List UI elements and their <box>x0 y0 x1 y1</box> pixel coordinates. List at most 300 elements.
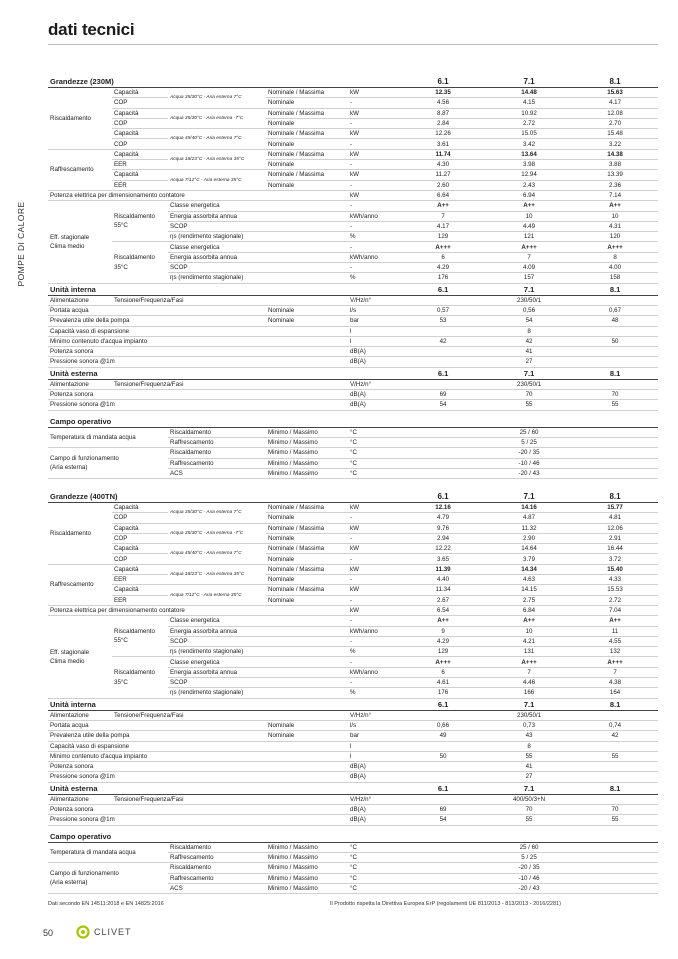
value-cell: 4.17 <box>400 221 486 231</box>
value-cell: 6 <box>400 667 486 677</box>
test-condition: Acqua 35/30°C - Aria esterna 7°C <box>168 88 266 109</box>
value-cell: -20 / 43 <box>400 883 658 893</box>
section-header-row <box>48 782 658 794</box>
row-unit: - <box>348 657 400 667</box>
value-cell: 4.56 <box>400 98 486 108</box>
value-cell: 55 <box>486 400 572 410</box>
table-row <box>48 595 658 605</box>
value-cell: 4.09 <box>486 263 572 273</box>
value-cell: 14.34 <box>486 564 572 574</box>
value-cell: A++ <box>486 616 572 626</box>
value-cell: A++ <box>400 201 486 211</box>
value-cell: -20 / 43 <box>400 468 658 478</box>
row-qualifier: Minimo / Massimo <box>266 437 348 447</box>
value-cell: 3.98 <box>486 160 572 170</box>
value-cell: 70 <box>572 390 658 400</box>
row-label: Capacità vaso di espansione <box>48 326 348 336</box>
row-label: COP <box>112 139 168 149</box>
row-unit: kW <box>348 149 400 159</box>
row-label: Energia assorbita annua <box>168 211 348 221</box>
row-qualifier: Nominale / Massima <box>266 170 348 180</box>
row-qualifier: Nominale / Massima <box>266 564 348 574</box>
value-cell: 13.64 <box>486 149 572 159</box>
row-unit: °C <box>348 427 400 437</box>
row-subgroup-label-line: 35°C <box>114 678 128 686</box>
table-header: Grandezze (230M) <box>48 76 400 88</box>
value-cell: A++ <box>486 201 572 211</box>
value-cell: 2.75 <box>486 595 572 605</box>
row-qualifier: Nominale <box>266 731 348 741</box>
value-cell: 4.21 <box>486 636 572 646</box>
value-cell: 48 <box>572 316 658 326</box>
value-cell: A++ <box>572 616 658 626</box>
table-row <box>48 118 658 128</box>
value-cell: 8 <box>400 741 658 751</box>
value-cell: 2.72 <box>486 118 572 128</box>
row-unit: dB(A) <box>348 390 400 400</box>
row-label: Capacità <box>112 585 168 595</box>
value-cell: 7 <box>572 667 658 677</box>
value-cell: 9.76 <box>400 523 486 533</box>
value-cell: 14.48 <box>486 88 572 98</box>
row-label: Minimo contenuto d'acqua impianto <box>48 336 348 346</box>
section-title: Unità interna <box>48 283 400 295</box>
value-cell: 4.30 <box>400 160 486 170</box>
model-header: 6.1 <box>400 782 486 794</box>
row-unit: - <box>348 513 400 523</box>
row-label: Alimentazione <box>48 295 112 305</box>
row-label: SCOP <box>168 678 348 688</box>
row-label: COP <box>112 98 168 108</box>
value-cell: 42 <box>486 336 572 346</box>
value-cell: 3.61 <box>400 139 486 149</box>
row-label: Capacità <box>112 129 168 139</box>
value-cell: 2.36 <box>572 180 658 190</box>
value-cell: 4.31 <box>572 221 658 231</box>
row-label: Potenza elettrica per dimensionamento contatore <box>48 605 348 615</box>
section-header-row <box>48 698 658 710</box>
value-cell: 49 <box>400 731 486 741</box>
value-cell: 42 <box>572 731 658 741</box>
value-cell: 3.79 <box>486 554 572 564</box>
value-cell: 13.39 <box>572 170 658 180</box>
row-unit: dB(A) <box>348 772 400 782</box>
row-group-label <box>48 448 168 479</box>
value-cell: 11.74 <box>400 149 486 159</box>
value-cell: 7 <box>400 211 486 221</box>
row-unit: % <box>348 273 400 283</box>
row-label: Capacità <box>112 170 168 180</box>
footnote-erp: Il Prodotto rispetta la Direttiva Europea ErP (regolamenti UE 811/2013 - 813/2013 - 2016/2281) <box>330 901 561 907</box>
model-header: 6.1 <box>400 283 486 295</box>
value-cell: 12.35 <box>400 88 486 98</box>
value-cell: 4.49 <box>486 221 572 231</box>
value-cell: 4.63 <box>486 575 572 585</box>
row-unit: V/Hz/n° <box>348 379 400 389</box>
row-qualifier: Nominale / Massima <box>266 129 348 139</box>
value-cell: 14.16 <box>486 503 572 513</box>
row-label: Capacità <box>112 523 168 533</box>
table-row <box>48 794 658 804</box>
row-unit: - <box>348 118 400 128</box>
value-cell: 53 <box>400 316 486 326</box>
row-unit: % <box>348 647 400 657</box>
row-label: Potenza sonora <box>48 390 348 400</box>
table-row <box>48 242 658 252</box>
row-unit: kW <box>348 129 400 139</box>
row-label: Riscaldamento <box>168 448 266 458</box>
row-unit: bar <box>348 316 400 326</box>
row-group-label: Riscaldamento <box>48 503 112 565</box>
value-cell: 4.29 <box>400 263 486 273</box>
table-row <box>48 180 658 190</box>
row-label: SCOP <box>168 221 348 231</box>
value-cell: 6 <box>400 252 486 262</box>
value-cell: 10.92 <box>486 108 572 118</box>
value-cell: 50 <box>572 336 658 346</box>
row-unit: °C <box>348 842 400 852</box>
value-cell: 129 <box>400 647 486 657</box>
value-cell: A++ <box>400 616 486 626</box>
row-label: ηs (rendimento stagionale) <box>168 232 348 242</box>
table-row <box>48 762 658 772</box>
value-cell: 6.84 <box>486 605 572 615</box>
row-qualifier: Nominale <box>266 180 348 190</box>
row-qualifier: Minimo / Massimo <box>266 468 348 478</box>
value-cell: 4.29 <box>400 636 486 646</box>
value-cell: 129 <box>400 232 486 242</box>
row-qualifier: Nominale / Massima <box>266 544 348 554</box>
value-cell: 6.94 <box>486 190 572 200</box>
row-unit: - <box>348 678 400 688</box>
row-label: Capacità <box>112 108 168 118</box>
row-group-label: Riscaldamento <box>48 88 112 150</box>
row-label: Raffrescamento <box>168 873 266 883</box>
table-row <box>48 523 658 533</box>
value-cell: 5 / 25 <box>400 437 658 447</box>
row-qualifier: Minimo / Massimo <box>266 458 348 468</box>
row-unit: % <box>348 688 400 698</box>
row-unit: - <box>348 139 400 149</box>
row-qualifier: Nominale <box>266 305 348 315</box>
value-cell: 27 <box>400 772 658 782</box>
table-row <box>48 533 658 543</box>
row-unit: - <box>348 554 400 564</box>
value-cell: 11.39 <box>400 564 486 574</box>
value-cell: 6.54 <box>400 605 486 615</box>
row-label: Energia assorbita annua <box>168 667 348 677</box>
row-unit: °C <box>348 873 400 883</box>
value-cell: A+++ <box>400 657 486 667</box>
row-label: COP <box>112 533 168 543</box>
test-condition: Acqua 35/30°C - Aria esterna -7°C <box>168 108 266 129</box>
value-cell: 54 <box>400 400 486 410</box>
row-unit: l <box>348 326 400 336</box>
row-group-label-line: Clima medio <box>50 657 85 665</box>
value-cell: 2.43 <box>486 180 572 190</box>
row-label: Capacità <box>112 149 168 159</box>
value-cell: 0,57 <box>400 305 486 315</box>
row-unit: - <box>348 616 400 626</box>
value-cell: 14.15 <box>486 585 572 595</box>
brand-name: CLIVET <box>94 927 132 937</box>
row-unit: V/Hz/n° <box>348 710 400 720</box>
row-group-label-line: Campo di funzionamento <box>50 454 119 462</box>
table-row <box>48 605 658 615</box>
value-cell: 41 <box>400 347 658 357</box>
row-unit: - <box>348 160 400 170</box>
value-cell: 15.63 <box>572 88 658 98</box>
value-cell: 0,66 <box>400 720 486 730</box>
row-unit: °C <box>348 468 400 478</box>
value-cell: 4.38 <box>572 678 658 688</box>
row-label: Capacità <box>112 564 168 574</box>
table-row <box>48 731 658 741</box>
table-row <box>48 149 658 159</box>
value-cell: 54 <box>486 316 572 326</box>
row-label: Prevalenza utile della pompa <box>48 316 266 326</box>
table-row <box>48 564 658 574</box>
value-cell: 27 <box>400 357 658 367</box>
row-group-label: Raffrescamento <box>48 149 112 190</box>
row-unit: dB(A) <box>348 400 400 410</box>
row-label: ηs (rendimento stagionale) <box>168 688 348 698</box>
row-unit: - <box>348 533 400 543</box>
row-unit: l/s <box>348 305 400 315</box>
row-subgroup-label <box>112 201 168 242</box>
row-label: Capacità <box>112 88 168 98</box>
table-row <box>48 295 658 305</box>
row-subgroup-label <box>112 657 168 698</box>
row-unit: l <box>348 751 400 761</box>
row-unit: kWh/anno <box>348 626 400 636</box>
row-label: Raffrescamento <box>168 458 266 468</box>
value-cell: 176 <box>400 273 486 283</box>
row-subgroup-label-line: 55°C <box>114 222 128 230</box>
table-row <box>48 98 658 108</box>
row-label: Classe energetica <box>168 616 348 626</box>
row-label: Raffrescamento <box>168 852 266 862</box>
table-row <box>48 503 658 513</box>
row-label: Capacità <box>112 503 168 513</box>
value-cell: 69 <box>400 390 486 400</box>
row-label: Alimentazione <box>48 710 112 720</box>
value-cell: 4.00 <box>572 263 658 273</box>
row-label: Alimentazione <box>48 379 112 389</box>
row-group-label-line: Eff. stagionale <box>50 233 90 241</box>
model-header: 7.1 <box>486 367 572 379</box>
test-condition: Acqua 7/12°C - Aria esterna 35°C <box>168 170 266 191</box>
row-label: Pressione sonora @1m <box>48 815 348 825</box>
table-row <box>48 863 658 873</box>
table-row <box>48 139 658 149</box>
table-row <box>48 316 658 326</box>
value-cell: 12.22 <box>400 544 486 554</box>
row-group-label-line: Eff. stagionale <box>50 648 90 656</box>
row-qualifier: Nominale <box>266 554 348 564</box>
test-condition: Acqua 18/23°C - Aria esterna 35°C <box>168 564 266 585</box>
row-unit: - <box>348 636 400 646</box>
row-label: Portata acqua <box>48 720 266 730</box>
row-unit: °C <box>348 437 400 447</box>
value-cell: 4.61 <box>400 678 486 688</box>
row-group-label: Raffrescamento <box>48 564 112 605</box>
value-cell: 2.91 <box>572 533 658 543</box>
table-row <box>48 190 658 200</box>
value-cell: 3.22 <box>572 139 658 149</box>
model-header: 8.1 <box>572 76 658 88</box>
row-label: Riscaldamento <box>168 863 266 873</box>
row-unit: l/s <box>348 720 400 730</box>
value-cell: 12.06 <box>572 523 658 533</box>
section-title: Unità interna <box>48 698 400 710</box>
value-cell: 11.34 <box>400 585 486 595</box>
table-row <box>48 805 658 815</box>
value-cell: 2.90 <box>486 533 572 543</box>
row-group-label-line: Clima medio <box>50 242 85 250</box>
row-unit: kW <box>348 503 400 513</box>
value-cell: A+++ <box>486 242 572 252</box>
model-header: 7.1 <box>486 491 572 503</box>
value-cell: 12.08 <box>572 108 658 118</box>
row-label: SCOP <box>168 636 348 646</box>
value-cell: A++ <box>572 201 658 211</box>
model-header: 8.1 <box>572 491 658 503</box>
table-row <box>48 554 658 564</box>
value-cell: 0,74 <box>572 720 658 730</box>
row-group-label-line: (Aria esterna) <box>50 464 88 472</box>
value-cell: 131 <box>486 647 572 657</box>
table-row <box>48 305 658 315</box>
value-cell: 164 <box>572 688 658 698</box>
row-unit: dB(A) <box>348 815 400 825</box>
value-cell: 42 <box>400 336 486 346</box>
section-header-row <box>48 416 658 428</box>
table-row <box>48 815 658 825</box>
section-header-row <box>48 831 658 843</box>
value-cell: 12.16 <box>400 503 486 513</box>
value-cell: A+++ <box>486 657 572 667</box>
value-cell: 176 <box>400 688 486 698</box>
table-row <box>48 513 658 523</box>
row-unit: kW <box>348 108 400 118</box>
value-cell: 132 <box>572 647 658 657</box>
model-header: 8.1 <box>572 698 658 710</box>
row-group-label <box>48 863 168 894</box>
value-cell: 2.70 <box>572 118 658 128</box>
test-condition: Acqua 35/30°C - Aria esterna -7°C <box>168 523 266 544</box>
row-unit: - <box>348 242 400 252</box>
row-unit: kW <box>348 605 400 615</box>
row-subgroup-label-line: Riscaldamento <box>114 254 155 262</box>
row-subgroup-label <box>112 242 168 283</box>
value-cell: -20 / 35 <box>400 448 658 458</box>
table-row <box>48 842 658 852</box>
row-unit: kW <box>348 523 400 533</box>
row-label: Alimentazione <box>48 794 112 804</box>
row-qualifier: Nominale <box>266 98 348 108</box>
row-label: Potenza elettrica per dimensionamento contatore <box>48 190 348 200</box>
test-condition: Acqua 45/40°C - Aria esterna 7°C <box>168 129 266 150</box>
table-row <box>48 710 658 720</box>
row-qualifier: Nominale <box>266 118 348 128</box>
row-label: Riscaldamento <box>168 427 266 437</box>
table-row <box>48 751 658 761</box>
row-label: Pressione sonora @1m <box>48 400 348 410</box>
row-qualifier: Nominale <box>266 575 348 585</box>
value-cell: 55 <box>572 400 658 410</box>
test-condition: Acqua 35/30°C - Aria esterna 7°C <box>168 503 266 524</box>
value-cell: -10 / 46 <box>400 873 658 883</box>
value-cell: 15.53 <box>572 585 658 595</box>
value-cell: 4.81 <box>572 513 658 523</box>
table-row <box>48 741 658 751</box>
row-label: COP <box>112 118 168 128</box>
value-cell: 0,67 <box>572 305 658 315</box>
page-number: 50 <box>43 928 54 938</box>
row-group-label: Temperatura di mandata acqua <box>48 842 168 863</box>
row-unit: kWh/anno <box>348 252 400 262</box>
value-cell: A+++ <box>572 242 658 252</box>
row-qualifier: Minimo / Massimo <box>266 448 348 458</box>
table-row <box>48 390 658 400</box>
value-cell: 12.26 <box>400 129 486 139</box>
value-cell: 12.94 <box>486 170 572 180</box>
row-label: ACS <box>168 883 266 893</box>
value-cell: 43 <box>486 731 572 741</box>
value-cell: -10 / 46 <box>400 458 658 468</box>
value-cell: 15.77 <box>572 503 658 513</box>
value-cell: 3.65 <box>400 554 486 564</box>
section-header-row <box>48 367 658 379</box>
section-title: Unità esterna <box>48 367 400 379</box>
table-row <box>48 720 658 730</box>
row-subgroup-label-line: 35°C <box>114 263 128 271</box>
value-cell: 55 <box>572 815 658 825</box>
row-group-label <box>48 616 112 698</box>
value-cell: 10 <box>486 211 572 221</box>
value-cell: 3.42 <box>486 139 572 149</box>
value-cell: 121 <box>486 232 572 242</box>
value-cell: 10 <box>572 211 658 221</box>
table-row <box>48 575 658 585</box>
value-cell: 54 <box>400 815 486 825</box>
row-qualifier: Tensione/Frequenza/Fasi <box>112 794 348 804</box>
model-header: 6.1 <box>400 698 486 710</box>
row-label: ACS <box>168 468 266 478</box>
row-unit: l <box>348 741 400 751</box>
table-row <box>48 585 658 595</box>
value-cell: A+++ <box>572 657 658 667</box>
value-cell: 2.60 <box>400 180 486 190</box>
row-label: Potenza sonora <box>48 805 348 815</box>
value-cell: 4.40 <box>400 575 486 585</box>
row-qualifier: Nominale <box>266 139 348 149</box>
row-label: Portata acqua <box>48 305 266 315</box>
value-cell: 10 <box>486 626 572 636</box>
model-header: 8.1 <box>572 782 658 794</box>
side-section-label: POMPE DI CALORE <box>16 201 26 287</box>
row-unit: - <box>348 595 400 605</box>
row-label: Energia assorbita annua <box>168 626 348 636</box>
row-label: Classe energetica <box>168 242 348 252</box>
model-header: 7.1 <box>486 698 572 710</box>
value-cell: 2.72 <box>572 595 658 605</box>
model-header: 6.1 <box>400 491 486 503</box>
row-unit: dB(A) <box>348 347 400 357</box>
value-cell: A+++ <box>400 242 486 252</box>
row-unit: V/Hz/n° <box>348 295 400 305</box>
